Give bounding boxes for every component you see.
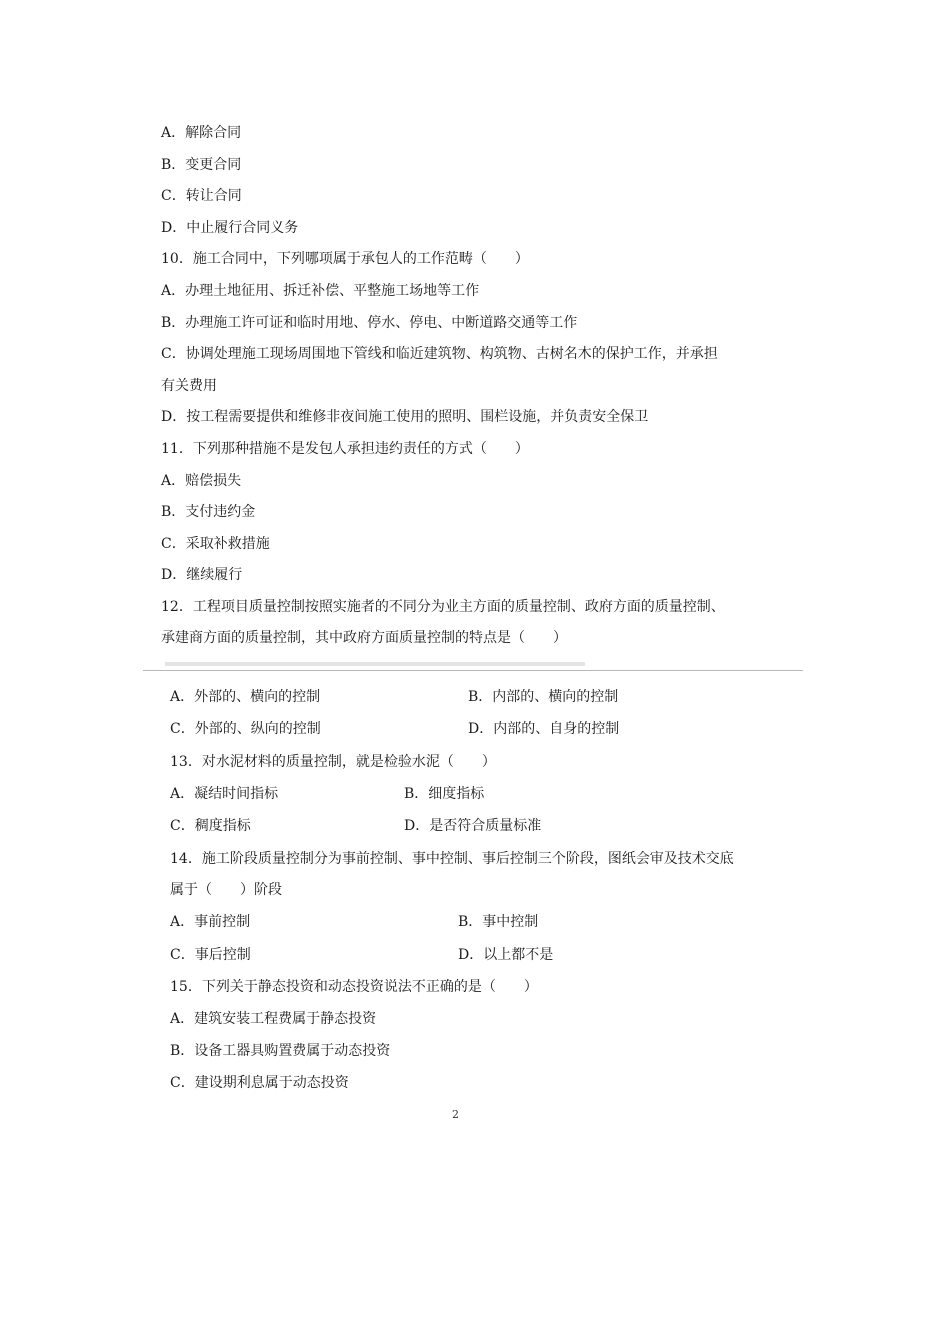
q10-stem: 10．施工合同中，下列哪项属于承包人的工作范畴（ ） — [161, 251, 529, 267]
q10-option-d: D．按工程需要提供和维修非夜间施工使用的照明、围栏设施，并负责安全保卫 — [161, 409, 649, 425]
q9-option-b: B．变更合同 — [161, 157, 242, 173]
q14-stem-line2: 属于（ ）阶段 — [170, 882, 282, 898]
q11-option-a: A．赔偿损失 — [161, 473, 242, 489]
q14-option-a: A．事前控制 — [170, 914, 251, 930]
q10-option-a: A．办理土地征用、拆迁补偿、平整施工场地等工作 — [161, 283, 480, 299]
q15-option-a: A．建筑安装工程费属于静态投资 — [170, 1011, 377, 1027]
page-break-divider — [143, 670, 803, 671]
q14-stem-line1: 14．施工阶段质量控制分为事前控制、事中控制、事后控制三个阶段，图纸会审及技术交底 — [170, 851, 734, 867]
q13-stem: 13．对水泥材料的质量控制，就是检验水泥（ ） — [170, 754, 496, 770]
q11-stem: 11．下列那种措施不是发包人承担违约责任的方式（ ） — [161, 441, 529, 457]
q10-option-c: C．协调处理施工现场周围地下管线和临近建筑物、构筑物、古树名木的保护工作，并承担 — [161, 346, 718, 362]
q11-option-c: C．采取补救措施 — [161, 536, 270, 552]
q14-option-b: B．事中控制 — [458, 914, 539, 930]
q15-option-b: B．设备工器具购置费属于动态投资 — [170, 1043, 391, 1059]
q12-option-c: C．外部的、纵向的控制 — [170, 721, 321, 737]
q13-option-c: C．稠度指标 — [170, 818, 251, 834]
q13-option-a: A．凝结时间指标 — [170, 786, 279, 802]
q15-option-c: C．建设期利息属于动态投资 — [170, 1075, 349, 1091]
q9-option-a: A．解除合同 — [161, 125, 242, 141]
page-break-ghost — [165, 662, 585, 666]
q15-stem: 15．下列关于静态投资和动态投资说法不正确的是（ ） — [170, 979, 538, 995]
q10-option-b: B．办理施工许可证和临时用地、停水、停电、中断道路交通等工作 — [161, 315, 578, 331]
q14-option-d: D．以上都不是 — [458, 947, 554, 963]
q12-option-d: D．内部的、自身的控制 — [468, 721, 620, 737]
q12-option-a: A．外部的、横向的控制 — [170, 689, 321, 705]
q11-option-d: D．继续履行 — [161, 567, 243, 583]
page-number: 2 — [452, 1108, 459, 1121]
q12-stem-line2: 承建商方面的质量控制，其中政府方面质量控制的特点是（ ） — [161, 630, 567, 646]
q10-option-c-cont: 有关费用 — [161, 378, 217, 394]
q12-option-b: B．内部的、横向的控制 — [468, 689, 619, 705]
q11-option-b: B．支付违约金 — [161, 504, 256, 520]
q13-option-d: D．是否符合质量标准 — [404, 818, 542, 834]
q12-stem-line1: 12．工程项目质量控制按照实施者的不同分为业主方面的质量控制、政府方面的质量控制、 — [161, 599, 725, 615]
q9-option-d: D．中止履行合同义务 — [161, 220, 299, 236]
q14-option-c: C．事后控制 — [170, 947, 251, 963]
q13-option-b: B．细度指标 — [404, 786, 485, 802]
q9-option-c: C．转让合同 — [161, 188, 242, 204]
